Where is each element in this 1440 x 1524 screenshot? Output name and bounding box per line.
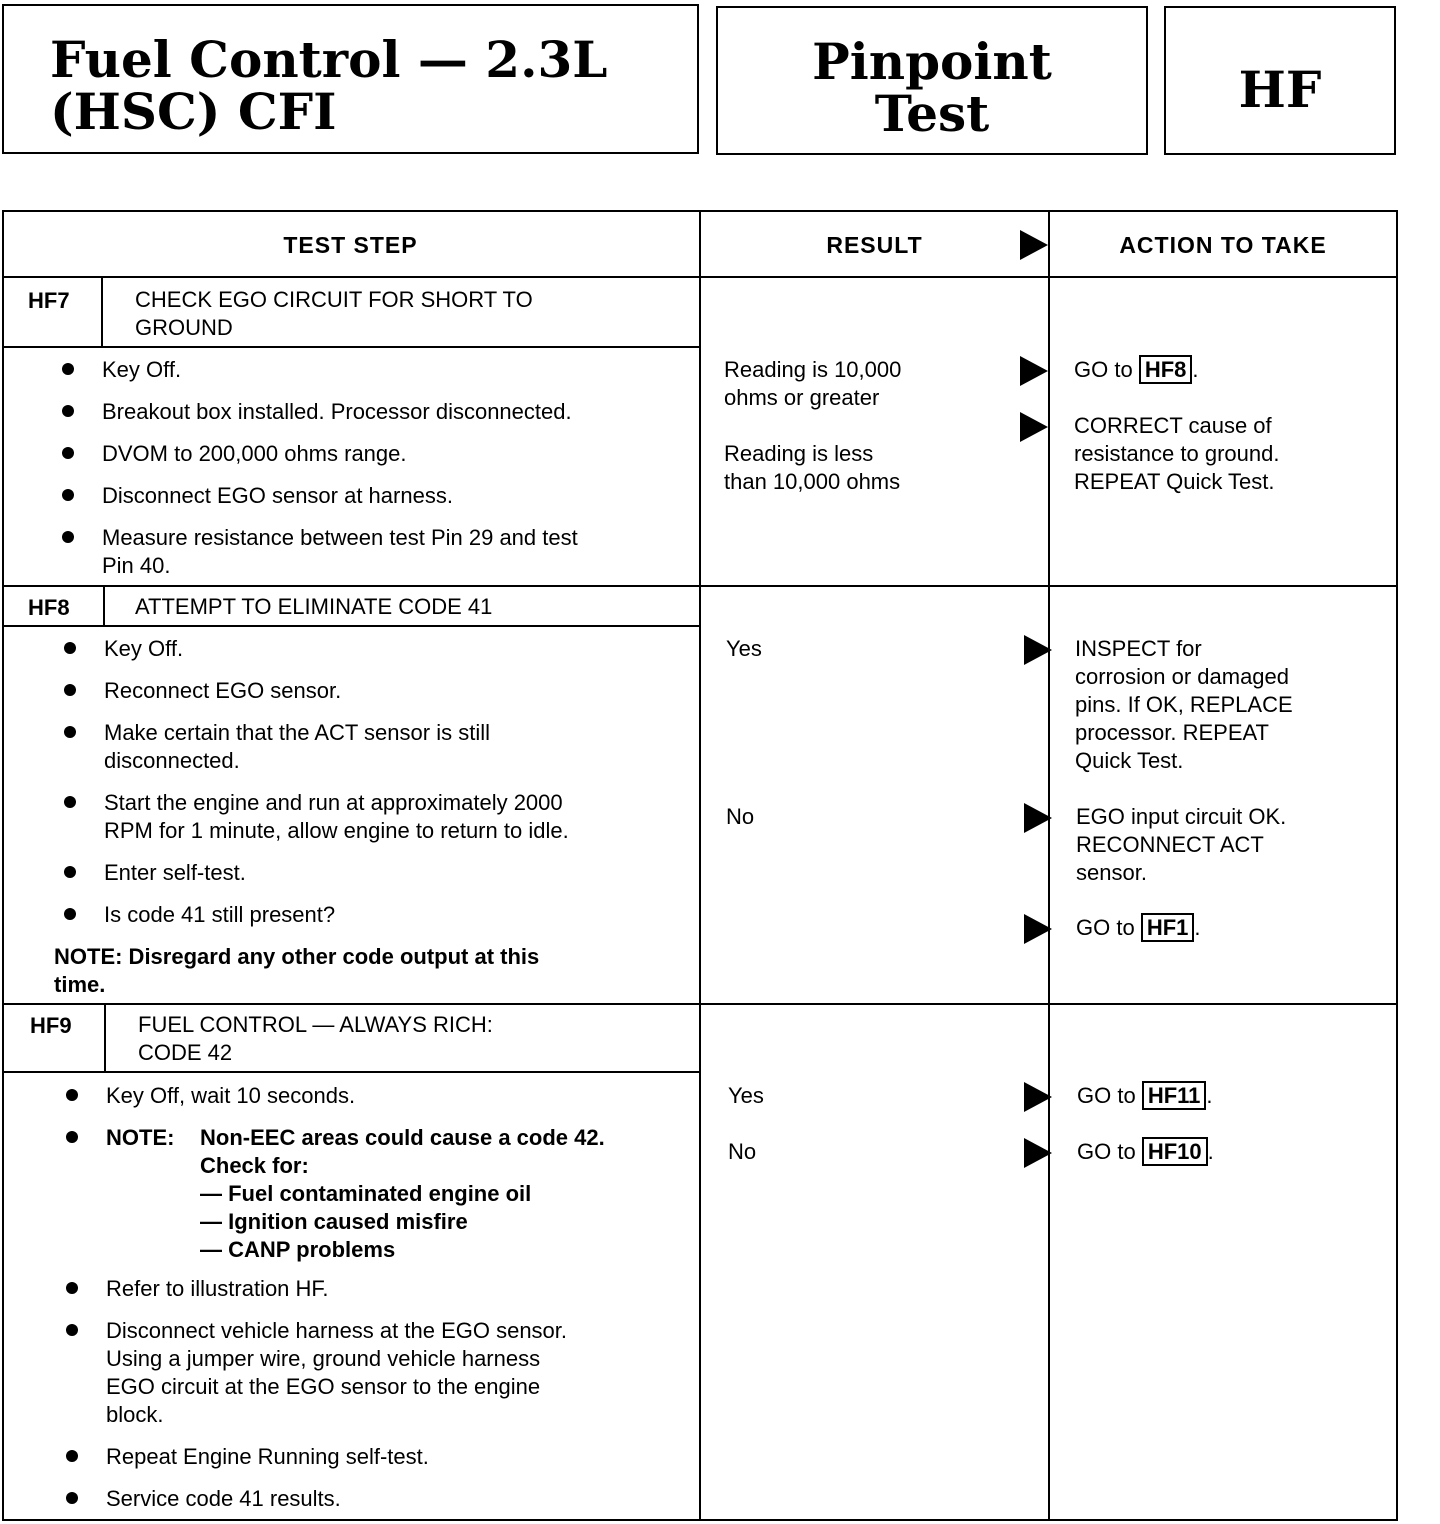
arrow-right-icon	[1020, 412, 1048, 442]
step-title-divider	[2, 625, 699, 627]
test-type: Pinpoint Test	[812, 32, 1052, 143]
step-title-hf9: FUEL CONTROL — ALWAYS RICH: CODE 42	[138, 1012, 493, 1065]
bullet-icon	[66, 1450, 78, 1462]
title-box	[2, 4, 699, 154]
list-item: DVOM to 200,000 ohms range.	[102, 441, 407, 466]
bullet-icon	[66, 1089, 78, 1101]
column-header-result: RESULT	[826, 231, 923, 258]
bullet-icon	[64, 726, 76, 738]
arrow-right-icon	[1024, 1138, 1052, 1168]
list-item: Start the engine and run at approximately 2000 RPM for 1 minute, allow engine to return to idle.	[104, 790, 569, 843]
arrow-right-icon	[1020, 356, 1048, 386]
bullet-icon	[62, 447, 74, 459]
action-item: INSPECT for corrosion or damaged pins. If OK, REPLACE processor. REPEAT Quick Test.	[1075, 636, 1293, 773]
note: NOTE: Disregard any other code output at this time.	[54, 944, 540, 997]
step-divider	[2, 1003, 1398, 1005]
action-item: EGO input circuit OK. RECONNECT ACT sensor.	[1076, 804, 1287, 885]
column-header-test-step: TEST STEP	[283, 231, 418, 258]
list-item: Refer to illustration HF.	[106, 1276, 329, 1301]
result-item: No	[728, 1139, 757, 1164]
list-item: Is code 41 still present?	[104, 902, 336, 927]
bullet-icon	[64, 642, 76, 654]
list-item: Disconnect vehicle harness at the EGO sensor. Using a jumper wire, ground vehicle harness EGO circuit at the EGO sensor to the engine block.	[106, 1318, 568, 1427]
step-title-hf7: CHECK EGO CIRCUIT FOR SHORT TO GROUND	[135, 287, 533, 340]
bullet-icon	[62, 363, 74, 375]
action-item: GO to HF1 .	[1076, 915, 1201, 940]
bullet-icon	[66, 1492, 78, 1504]
result-item: Yes	[728, 1083, 764, 1108]
action-item: GO to HF10 .	[1077, 1139, 1214, 1164]
step-title-divider	[2, 1071, 699, 1073]
step-title-hf8: ATTEMPT TO ELIMINATE CODE 41	[135, 594, 493, 619]
list-item: Disconnect EGO sensor at harness.	[102, 483, 453, 508]
bullet-icon	[64, 684, 76, 696]
step-id-divider	[103, 587, 105, 627]
result-item: Reading is less than 10,000 ohms	[724, 441, 901, 494]
list-item: Repeat Engine Running self-test.	[106, 1444, 429, 1469]
arrow-right-icon	[1024, 1082, 1052, 1112]
list-item: Key Off.	[102, 357, 182, 382]
step-id-divider	[104, 1005, 106, 1073]
arrow-right-icon	[1024, 914, 1052, 944]
list-item: Measure resistance between test Pin 29 and test Pin 40.	[102, 525, 578, 578]
test-code: HF	[1238, 60, 1322, 119]
step-id-hf9: HF9	[30, 1013, 72, 1038]
list-item-note: NOTE:	[106, 1125, 175, 1150]
action-item: GO to HF11 .	[1077, 1083, 1213, 1108]
note-detail: Non-EEC areas could cause a code 42. Check for: — Fuel contaminated engine oil — Ignition caused misfire — CANP problems	[200, 1125, 605, 1262]
result-item: Reading is 10,000 ohms or greater	[724, 357, 902, 410]
bullet-icon	[62, 531, 74, 543]
bullet-icon	[64, 796, 76, 808]
bullet-icon	[64, 866, 76, 878]
bullet-icon	[62, 405, 74, 417]
bullet-icon	[66, 1282, 78, 1294]
step-title-divider	[2, 346, 699, 348]
step-id-divider	[101, 278, 103, 348]
result-item: Yes	[726, 636, 762, 661]
list-item: Enter self-test.	[104, 860, 246, 885]
step-ref-hf8[interactable]: HF8	[1139, 355, 1193, 384]
bullet-icon	[66, 1324, 78, 1336]
step-ref-hf1[interactable]: HF1	[1141, 913, 1195, 942]
column-divider	[1048, 210, 1050, 1521]
list-item: Service code 41 results.	[106, 1486, 341, 1511]
bullet-icon	[62, 489, 74, 501]
action-item: GO to HF8 .	[1074, 357, 1199, 382]
step-divider	[2, 585, 1398, 587]
header-row-divider	[2, 276, 1398, 278]
list-item: Breakout box installed. Processor disconnected.	[102, 399, 572, 424]
action-item: CORRECT cause of resistance to ground. REPEAT Quick Test.	[1074, 413, 1280, 494]
arrow-right-icon	[1020, 230, 1048, 260]
list-item: Key Off.	[104, 636, 184, 661]
page-title: Fuel Control — 2.3L (HSC) CFI	[50, 30, 608, 141]
step-ref-hf11[interactable]: HF11	[1142, 1081, 1207, 1110]
step-id-hf7: HF7	[28, 288, 70, 313]
list-item: Key Off, wait 10 seconds.	[106, 1083, 356, 1108]
step-ref-hf10[interactable]: HF10	[1142, 1137, 1208, 1166]
test-type-box	[716, 6, 1148, 155]
list-item: Reconnect EGO sensor.	[104, 678, 342, 703]
bullet-icon	[64, 908, 76, 920]
step-id-hf8: HF8	[28, 595, 70, 620]
arrow-right-icon	[1024, 803, 1052, 833]
arrow-right-icon	[1024, 635, 1052, 665]
result-item: No	[726, 804, 755, 829]
test-code-box	[1164, 6, 1396, 155]
list-item: Make certain that the ACT sensor is still disconnected.	[104, 720, 490, 773]
column-divider	[699, 210, 701, 1521]
bullet-icon	[66, 1131, 78, 1143]
column-header-action: ACTION TO TAKE	[1119, 231, 1327, 258]
